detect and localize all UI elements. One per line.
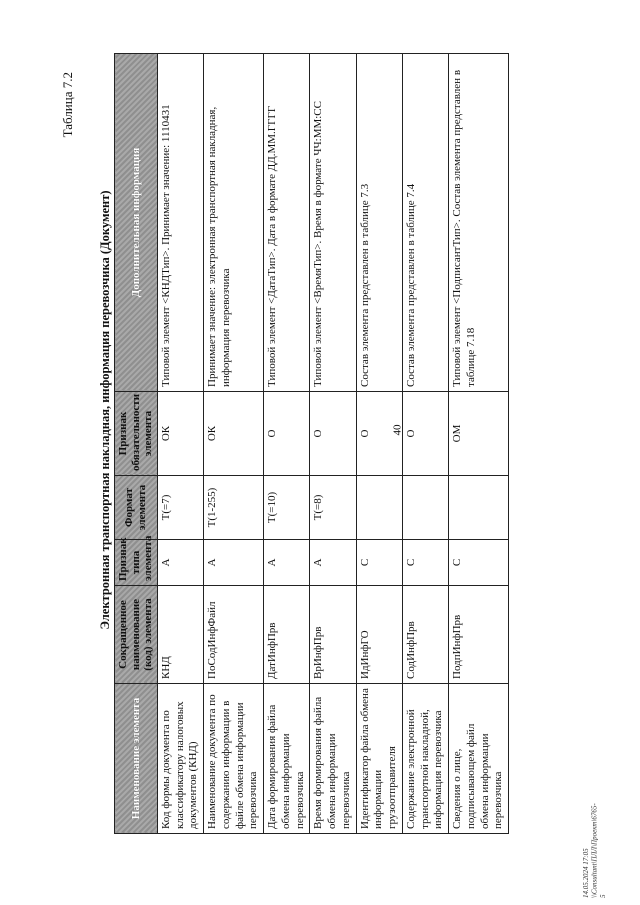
header-format: Формат элемента (115, 476, 158, 540)
cell-type: С (402, 540, 448, 586)
cell-required: ОМ (449, 392, 509, 476)
table-label: Таблица 7.2 (60, 72, 75, 138)
header-required: Признак обязательности элемента (115, 392, 158, 476)
cell-info: Принимает значение: электронная транспортная накладная, информация перевозчика (204, 54, 264, 392)
cell-name: Наименование документа по содержанию информации в файле обмена информации перевозчика (204, 684, 264, 834)
cell-type: А (310, 540, 356, 586)
cell-code: ИдИнфГО (356, 586, 402, 684)
cell-name: Сведения о лице, подписывающем файл обмена информации перевозчика (449, 684, 509, 834)
page-number (392, 424, 403, 436)
footer-path: \\Consultant\ПЛЛ\Проект\6765-5 (590, 803, 607, 898)
cell-code: СодИнфПрв (402, 586, 448, 684)
cell-name: Идентификатор файла обмена информации грузоотправителя (356, 684, 402, 834)
cell-type: А (204, 540, 264, 586)
table-row (204, 54, 264, 834)
cell-format (402, 476, 448, 540)
cell-format: T(1-255) (204, 476, 264, 540)
table-row (356, 54, 402, 834)
cell-required: О (402, 392, 448, 476)
cell-info: Типовой элемент <ПодписантТип>. Состав элемента представлен в таблице 7.18 (449, 54, 509, 392)
table-row (264, 54, 310, 834)
cell-info: Состав элемента представлен в таблице 7.3 (356, 54, 402, 392)
table-header-row (115, 54, 158, 834)
table-row (310, 54, 356, 834)
cell-code: ПоСодИнфФайл (204, 586, 264, 684)
cell-info: Состав элемента представлен в таблице 7.4 (402, 54, 448, 392)
cell-code: ДатИнфПрв (264, 586, 310, 684)
cell-code: ПодпИнфПрв (449, 586, 509, 684)
table-row (157, 54, 203, 834)
rotated-content (12, 40, 505, 870)
header-info: Дополнительная информация (115, 54, 158, 392)
cell-info: Типовой элемент <ДатаТип>. Дата в формате ДД.ММ.ГГГГ (264, 54, 310, 392)
cell-required: ОК (204, 392, 264, 476)
cell-code: ВрИнфПрв (310, 586, 356, 684)
cell-type: С (449, 540, 509, 586)
header-code: Сокращенное наименование (код) элемента (115, 586, 158, 684)
cell-required: О (356, 392, 402, 476)
table-title: Электронная транспортная накладная, информация перевозчика (Документ) (98, 190, 112, 630)
cell-name: Код формы документа по классификатору налоговых документов (КНД) (157, 684, 203, 834)
cell-info: Типовой элемент <КНДТип>. Принимает значение: 1110431 (157, 54, 203, 392)
cell-name: Содержание электронной транспортной накладной, информация перевозчика (402, 684, 448, 834)
cell-required: О (310, 392, 356, 476)
page-number-text: 40 (391, 424, 404, 436)
table-row (402, 54, 448, 834)
cell-format (449, 476, 509, 540)
cell-format: T(=7) (157, 476, 203, 540)
cell-format: T(=10) (264, 476, 310, 540)
footer-date: 14.05.2024 17:05 (582, 848, 590, 898)
cell-required: ОК (157, 392, 203, 476)
table-row (449, 54, 509, 834)
cell-format (356, 476, 402, 540)
cell-type: С (356, 540, 402, 586)
cell-type: А (157, 540, 203, 586)
cell-required: О (264, 392, 310, 476)
cell-info: Типовой элемент <ВремяТип>. Время в формате ЧЧ:ММ:СС (310, 54, 356, 392)
cell-code: КНД (157, 586, 203, 684)
cell-name: Дата формирования файла обмена информации перевозчика (264, 684, 310, 834)
cell-type: А (264, 540, 310, 586)
cell-name: Время формирования файла обмена информации перевозчика (310, 684, 356, 834)
footer-stamp (582, 803, 607, 898)
header-name: Наименование элемента (115, 684, 158, 834)
elements-table (114, 53, 509, 834)
header-type: Признак типа элемента (115, 540, 158, 586)
cell-format: T(=8) (310, 476, 356, 540)
